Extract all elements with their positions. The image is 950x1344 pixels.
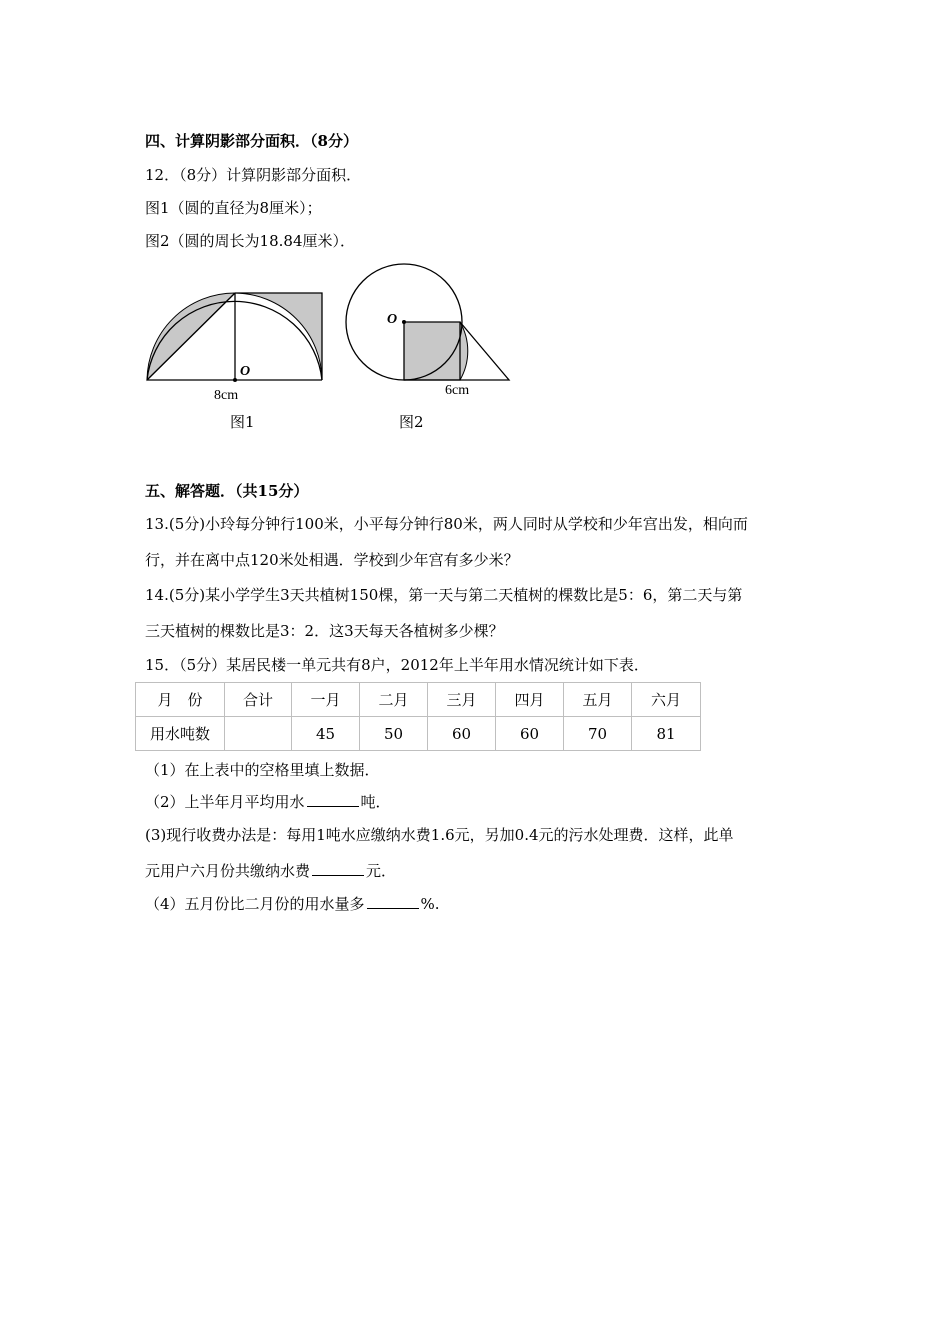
question-15-part-4 [145,893,440,914]
table-header-cell: 月 份 [136,683,225,717]
figure-1-caption: 图1 [230,413,255,431]
figure-1-diameter-label: 8cm [214,388,239,403]
figure-2 [346,264,509,431]
table-header-cell: 四月 [496,683,564,717]
section-5-title: 五、解答题．（共15分） [145,482,309,500]
table-header-cell: 一月 [292,683,360,717]
table-header-cell: 二月 [360,683,428,717]
part-2-suffix: 吨． [360,793,391,811]
table-row-label: 用水吨数 [136,717,225,751]
figure-2-shaded-region [404,322,468,380]
figure-2-center-label: O [387,312,398,327]
table-header-row [136,683,701,717]
part-3-prefix: 元用户六月份共缴纳水费 [145,862,311,880]
question-15-part-3-line-1: (3)现行收费办法是：每用1吨水应缴纳水费1.6元，另加0.4元的污水处理费．这样，此单 [145,826,734,844]
table-header-cell: 合计 [225,683,292,717]
table-header-cell: 六月 [632,683,701,717]
answer-blank-fee[interactable] [312,861,364,876]
figure-1-center-label: O [240,364,251,379]
table-cell-total-blank[interactable] [225,717,292,751]
part-2-prefix: （2）上半年月平均用水 [145,793,305,811]
figure-2-side-label: 6cm [445,383,470,398]
table-cell: 81 [632,717,701,751]
figure-1 [147,293,322,431]
part-3-suffix: 元． [366,862,397,880]
figure-2-caption: 图2 [399,413,424,431]
geometry-figures [140,258,520,438]
table-cell: 50 [360,717,428,751]
answer-blank-percent[interactable] [367,894,419,909]
question-15-part-3-line-2 [145,860,396,881]
table-cell: 60 [428,717,496,751]
figure-2-description: 图2（圆的周长为18.84厘米）． [145,232,355,250]
figure-2-center-dot [402,320,406,324]
question-15: 15．（5分）某居民楼一单元共有8户，2012年上半年用水情况统计如下表． [145,656,649,674]
water-usage-table [135,682,701,751]
section-4-title: 四、计算阴影部分面积．（8分） [145,132,358,150]
table-cell: 60 [496,717,564,751]
table-cell: 70 [564,717,632,751]
question-14-line-2: 三天植树的棵数比是3：2．这3天每天各植树多少棵？ [145,622,504,640]
question-13-line-2: 行，并在离中点120米处相遇．学校到少年宫有多少米？ [145,551,519,569]
table-header-cell: 三月 [428,683,496,717]
question-15-part-2 [145,791,391,812]
question-14-line-1: 14.(5分)某小学学生3天共植树150棵，第一天与第二天植树的棵数比是5：6，第二天与第 [145,586,743,604]
part-4-suffix: %. [420,895,440,913]
part-4-prefix: （4）五月份比二月份的用水量多 [145,895,365,913]
table-cell: 45 [292,717,360,751]
question-15-part-1: （1）在上表中的空格里填上数据． [145,761,380,779]
question-13-line-1: 13.(5分)小玲每分钟行100米，小平每分钟行80米，两人同时从学校和少年宫出发，相向而 [145,515,748,533]
table-header-cell: 五月 [564,683,632,717]
figure-1-description: 图1（圆的直径为8厘米）； [145,199,322,217]
answer-blank-average[interactable] [307,792,359,807]
figure-1-center-dot [233,378,237,382]
question-12: 12．（8分）计算阴影部分面积． [145,166,362,184]
table-row [136,717,701,751]
